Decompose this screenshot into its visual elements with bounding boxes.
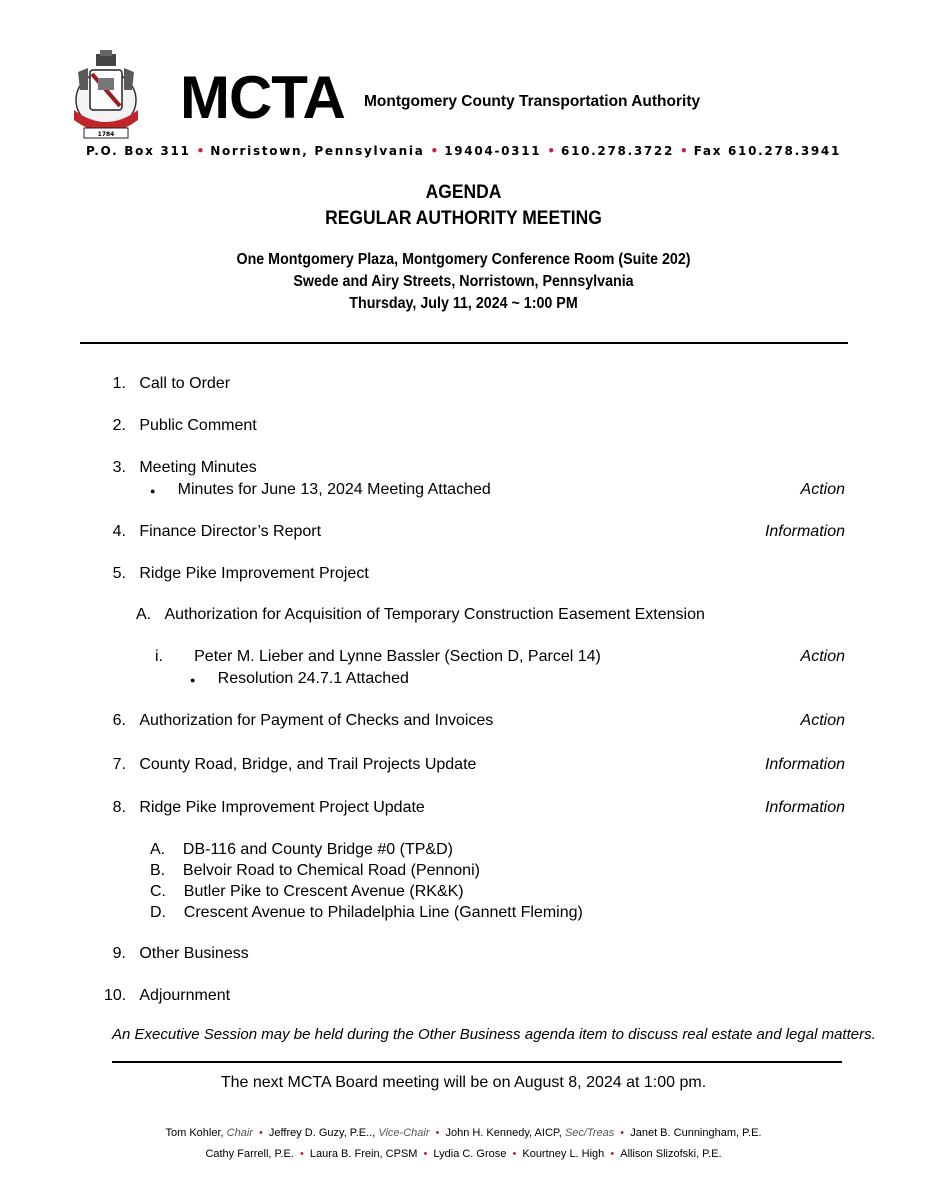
agenda-item: 2. Public Comment <box>112 417 257 434</box>
agenda-subitem: ● Minutes for June 13, 2024 Meeting Attached <box>150 481 491 498</box>
agenda-subitem: B. Belvoir Road to Chemical Road (Pennoni) <box>150 862 480 879</box>
agenda-item: 5. Ridge Pike Improvement Project <box>112 565 369 582</box>
agenda-subitem: ● Resolution 24.7.1 Attached <box>190 670 409 687</box>
divider-bottom <box>112 1061 842 1063</box>
bullet-icon: ● <box>150 486 156 496</box>
meeting-datetime: Thursday, July 11, 2024 ~ 1:00 PM <box>349 295 578 312</box>
agenda-item: 7. County Road, Bridge, and Trail Projects Update <box>112 756 477 773</box>
agenda-item: 3. Meeting Minutes <box>112 459 257 476</box>
agenda-subitem: C. Butler Pike to Crescent Avenue (RK&K) <box>150 883 464 900</box>
action-label: Action <box>800 648 845 665</box>
separator-bullet: • <box>607 1148 618 1160</box>
separator-bullet: • <box>196 144 205 158</box>
action-label: Information <box>764 799 845 816</box>
agenda-item: 10. Adjournment <box>104 987 231 1004</box>
meeting-address: Swede and Airy Streets, Norristown, Pennsylvania <box>293 273 634 290</box>
separator-bullet: • <box>617 1127 628 1139</box>
bullet-icon: ● <box>190 675 196 685</box>
action-label: Action <box>800 481 845 498</box>
address-city: Norristown, Pennsylvania <box>210 144 425 158</box>
separator-bullet: • <box>547 144 556 158</box>
separator-bullet: • <box>420 1148 431 1160</box>
executive-session-note: An Executive Session may be held during the Other Business agenda item to discuss real estate and legal matters. <box>112 1026 876 1043</box>
action-label: Information <box>764 756 845 773</box>
meeting-location: One Montgomery Plaza, Montgomery Conference Room (Suite 202) <box>236 251 691 268</box>
action-label: Action <box>800 712 845 729</box>
separator-bullet: • <box>432 1127 443 1139</box>
separator-bullet: • <box>296 1148 307 1160</box>
next-meeting-note: The next MCTA Board meeting will be on August 8, 2024 at 1:00 pm. <box>220 1074 707 1091</box>
seal-year: 1784 <box>97 131 115 138</box>
agenda-item: 8. Ridge Pike Improvement Project Update <box>112 799 425 816</box>
fax-number: Fax 610.278.3941 <box>693 144 842 158</box>
agenda-subitem: A. Authorization for Acquisition of Temporary Construction Easement Extension <box>136 606 705 623</box>
agenda-item: 9. Other Business <box>112 945 249 962</box>
address-zip: 19404-0311 <box>444 144 542 158</box>
organization-name: Montgomery County Transportation Authority <box>364 93 701 110</box>
divider-top <box>80 342 848 344</box>
meeting-title: REGULAR AUTHORITY MEETING <box>325 208 602 229</box>
agenda-item: 1. Call to Order <box>112 375 231 392</box>
agenda-subitem: A. DB-116 and County Bridge #0 (TP&D) <box>150 841 453 858</box>
address-po-box: P.O. Box 311 <box>85 144 191 158</box>
phone-number: 610.278.3722 <box>561 144 675 158</box>
separator-bullet: • <box>680 144 688 158</box>
agenda-subitem: D. Crescent Avenue to Philadelphia Line (Gannett Fleming) <box>150 904 583 921</box>
separator-bullet: • <box>509 1148 520 1160</box>
separator-bullet: • <box>430 144 439 158</box>
agenda-item: 4. Finance Director’s Report <box>112 523 322 540</box>
agenda-subitem: i. Peter M. Lieber and Lynne Bassler (Section D, Parcel 14) <box>155 648 601 665</box>
separator-bullet: • <box>255 1127 266 1139</box>
mcta-logo: MCTA <box>180 64 345 131</box>
board-members-line-2: Cathy Farrell, P.E. • Laura B. Frein, CPSM • Lydia C. Grose • Kourtney L. High • Allison Slizofski, P.E. <box>205 1148 722 1160</box>
address-line <box>0 144 927 158</box>
county-seal-logo <box>70 50 142 142</box>
board-members-line-1: Tom Kohler, Chair • Jeffrey D. Guzy, P.E.., Vice-Chair • John H. Kennedy, AICP, Sec/Treas • Janet B. Cunningham, P.E. <box>165 1127 762 1139</box>
agenda-title: AGENDA <box>425 182 502 203</box>
agenda-item: 6. Authorization for Payment of Checks and Invoices <box>112 712 494 729</box>
action-label: Information <box>764 523 845 540</box>
